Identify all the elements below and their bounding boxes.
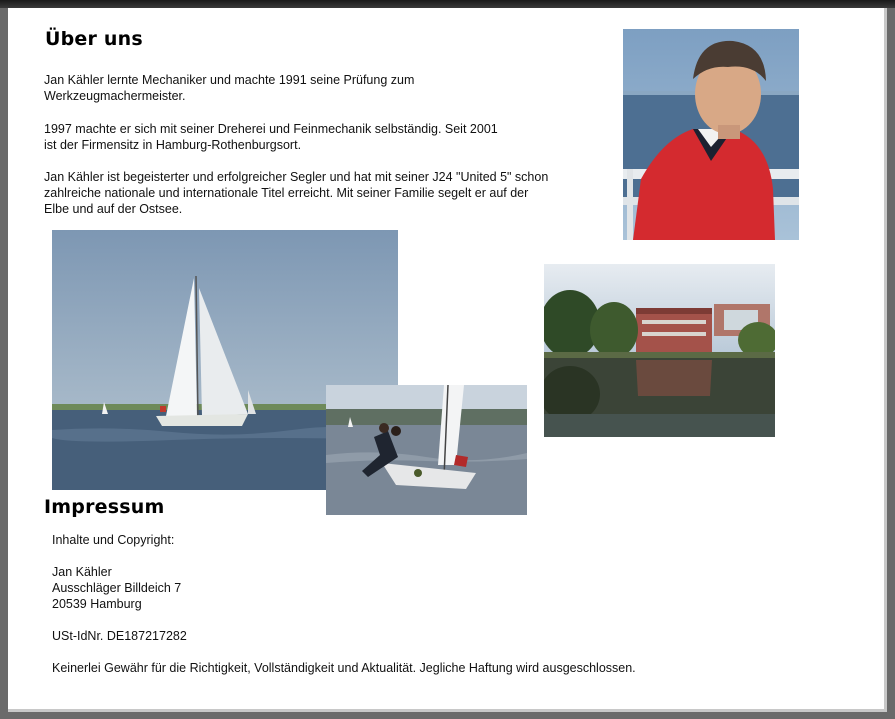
- page-frame: [8, 8, 887, 712]
- impressum-street: Ausschläger Billdeich 7: [52, 581, 182, 595]
- about-heading: Über uns: [45, 28, 143, 50]
- impressum-name: Jan Kähler: [52, 565, 112, 579]
- about-paragraph-2: 1997 machte er sich mit seiner Dreherei und Feinmechanik selbständig. Seit 2001 ist der Firmensitz in Hamburg-Rothenburgsort.: [44, 122, 498, 152]
- impressum-city: 20539 Hamburg: [52, 597, 142, 611]
- browser-top-bar: [0, 0, 895, 8]
- about-paragraph-1: Jan Kähler lernte Mechaniker und machte 1991 seine Prüfung zum Werkzeugmachermeister.: [44, 73, 415, 103]
- about-paragraph-3: Jan Kähler ist begeisterter und erfolgreicher Segler und hat mit seiner J24 "United 5" schon zahlreiche nationale und internationale Titel erreicht. Mit seiner Familie segelt er auf der Elbe und auf der Ostsee.: [44, 170, 549, 216]
- company-building-photo: [544, 264, 775, 437]
- impressum-vat-id: USt-IdNr. DE187217282: [52, 629, 187, 643]
- crew-sailing-photo: [326, 385, 527, 515]
- impressum-disclaimer: Keinerlei Gewähr für die Richtigkeit, Vollständigkeit und Aktualität. Jegliche Haftung wird ausgeschlossen.: [52, 661, 636, 675]
- portrait-photo: [623, 29, 799, 240]
- impressum-heading: Impressum: [44, 496, 165, 518]
- impressum-copyright-label: Inhalte und Copyright:: [52, 533, 175, 547]
